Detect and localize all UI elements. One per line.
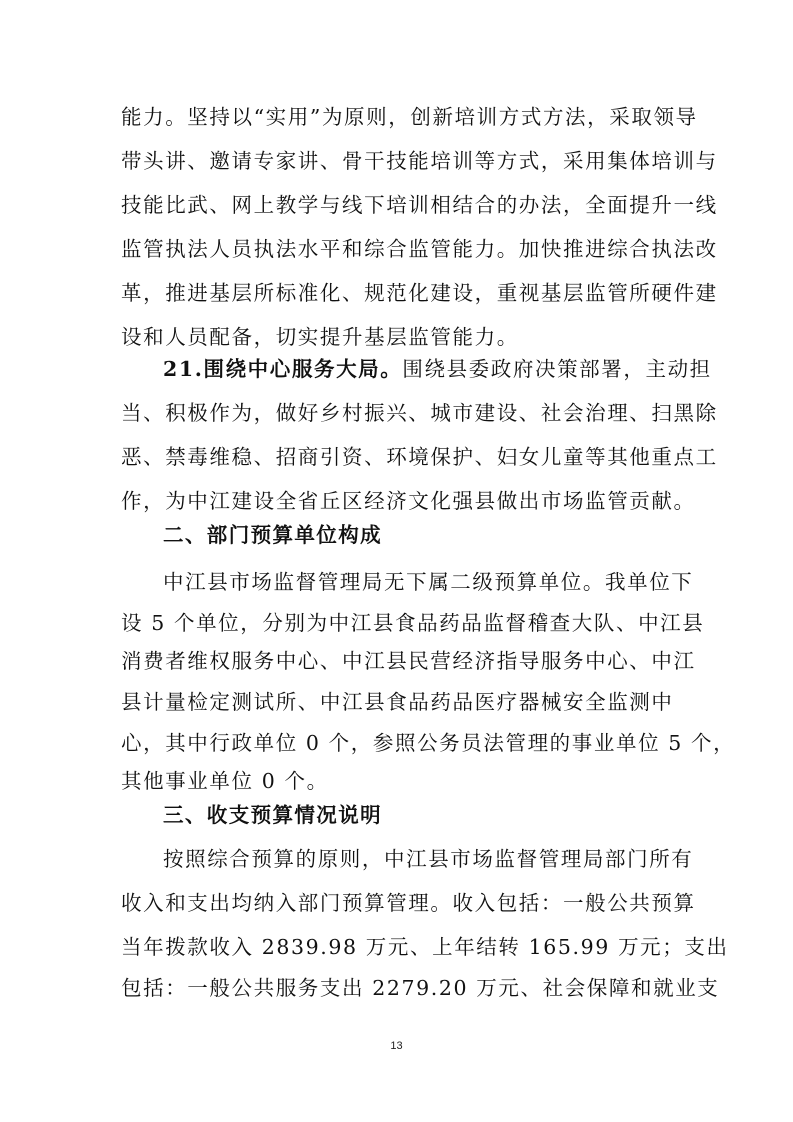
body-line: 当、积极作为，做好乡村振兴、城市建设、社会治理、扫黑除 — [121, 401, 718, 425]
body-line: 带头讲、邀请专家讲、骨干技能培训等方式，采用集体培训与 — [121, 149, 718, 173]
body-line: 收入和支出均纳入部门预算管理。收入包括：一般公共预算 — [121, 891, 696, 915]
section-2-heading: 二、部门预算单位构成 — [163, 523, 382, 547]
body-line: 其他事业单位 0 个。 — [121, 769, 329, 793]
item-21-text: 围绕县委政府决策部署，主动担 — [402, 357, 712, 381]
item-21-title: 21.围绕中心服务大局。 — [163, 357, 403, 381]
body-line: 设和人员配备，切实提升基层监管能力。 — [121, 325, 519, 349]
body-line: 作，为中江建设全省丘区经济文化强县做出市场监管贡献。 — [121, 489, 696, 513]
body-line: 县计量检定测试所、中江县食品药品医疗器械安全监测中 — [121, 690, 674, 714]
page-number: 13 — [390, 1040, 403, 1052]
body-line: 监管执法人员执法水平和综合监管能力。加快推进综合执法改 — [121, 237, 718, 261]
body-line: 中江县市场监督管理局无下属二级预算单位。我单位下 — [163, 570, 694, 594]
section-3-heading: 三、收支预算情况说明 — [163, 803, 382, 827]
item-21-first-line — [163, 355, 712, 383]
body-line: 设 5 个单位，分别为中江县食品药品监督稽查大队、中江县 — [121, 611, 705, 635]
body-line: 当年拨款收入 2839.98 万元、上年结转 165.99 万元；支出 — [121, 935, 729, 959]
body-line: 消费者维权服务中心、中江县民营经济指导服务中心、中江 — [121, 649, 696, 673]
body-line: 技能比武、网上教学与线下培训相结合的办法，全面提升一线 — [121, 193, 718, 217]
body-line: 包括：一般公共服务支出 2279.20 万元、社会保障和就业支 — [121, 976, 720, 1000]
body-line: 心，其中行政单位 0 个，参照公务员法管理的事业单位 5 个， — [121, 731, 736, 755]
body-line: 按照综合预算的原则，中江县市场监督管理局部门所有 — [163, 847, 694, 871]
body-line: 革，推进基层所标准化、规范化建设，重视基层监管所硬件建 — [121, 281, 718, 305]
body-line: 能力。坚持以“实用”为原则，创新培训方式方法，采取领导 — [121, 105, 698, 129]
body-line: 恶、禁毒维稳、招商引资、环境保护、妇女儿童等其他重点工 — [121, 445, 718, 469]
